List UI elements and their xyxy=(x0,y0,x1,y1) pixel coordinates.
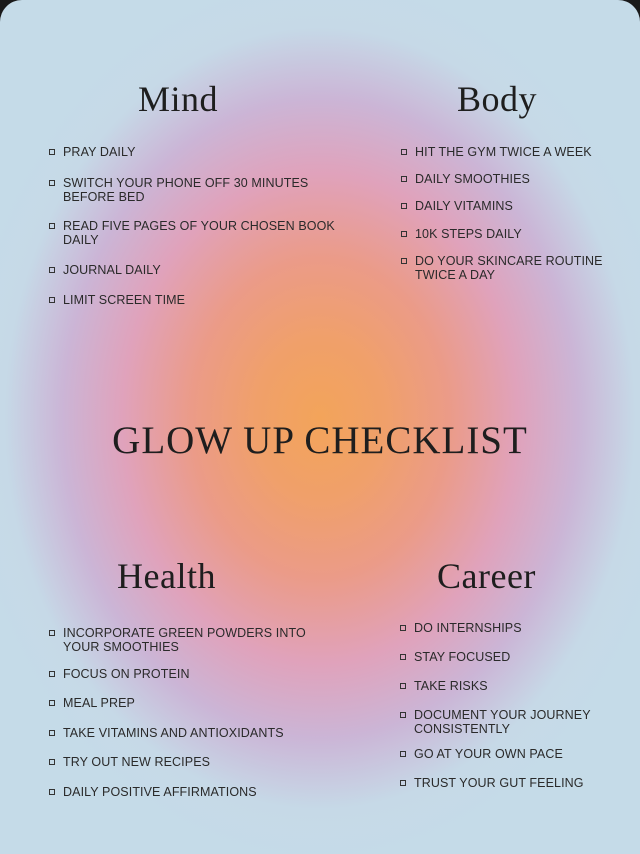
checkbox-icon[interactable] xyxy=(49,759,55,765)
checkbox-icon[interactable] xyxy=(400,625,406,631)
list-item[interactable]: LIMIT SCREEN TIME xyxy=(49,293,338,307)
list-item[interactable]: SWITCH YOUR PHONE OFF 30 MINUTES BEFORE BED xyxy=(49,176,338,204)
list-item[interactable]: INCORPORATE GREEN POWDERS INTO YOUR SMOOTHIES xyxy=(49,626,313,654)
list-item[interactable]: PRAY DAILY xyxy=(49,145,338,159)
checkbox-icon[interactable] xyxy=(400,751,406,757)
section-title-career: Career xyxy=(437,556,536,596)
section-title-mind: Mind xyxy=(138,79,219,119)
checkbox-icon[interactable] xyxy=(400,654,406,660)
list-item[interactable]: FOCUS ON PROTEIN xyxy=(49,667,313,681)
section-title-body: Body xyxy=(457,79,538,119)
checkbox-icon[interactable] xyxy=(401,258,407,264)
list-item[interactable]: DAILY POSITIVE AFFIRMATIONS xyxy=(49,785,313,799)
list-item[interactable]: TRY OUT NEW RECIPES xyxy=(49,755,313,769)
list-item[interactable]: DAILY SMOOTHIES xyxy=(401,172,640,186)
list-item[interactable]: MEAL PREP xyxy=(49,696,313,710)
checkbox-icon[interactable] xyxy=(401,149,407,155)
list-item[interactable]: STAY FOCUSED xyxy=(400,650,639,664)
checkbox-icon[interactable] xyxy=(49,700,55,706)
list-item[interactable]: TAKE VITAMINS AND ANTIOXIDANTS xyxy=(49,726,313,740)
checkbox-icon[interactable] xyxy=(400,712,406,718)
checkbox-icon[interactable] xyxy=(49,630,55,636)
list-item[interactable]: DO YOUR SKINCARE ROUTINE TWICE A DAY xyxy=(401,254,640,282)
list-item[interactable]: GO AT YOUR OWN PACE xyxy=(400,747,639,761)
checkbox-icon[interactable] xyxy=(49,671,55,677)
list-item[interactable]: TRUST YOUR GUT FEELING xyxy=(400,776,639,790)
checkbox-icon[interactable] xyxy=(401,203,407,209)
checkbox-icon[interactable] xyxy=(49,730,55,736)
list-item[interactable]: READ FIVE PAGES OF YOUR CHOSEN BOOK DAILY xyxy=(49,219,338,247)
checkbox-icon[interactable] xyxy=(49,297,55,303)
checkbox-icon[interactable] xyxy=(49,223,55,229)
checkbox-icon[interactable] xyxy=(401,176,407,182)
checkbox-icon[interactable] xyxy=(49,267,55,273)
list-item[interactable]: 10K STEPS DAILY xyxy=(401,227,640,241)
page-title: GLOW UP CHECKLIST xyxy=(112,419,528,462)
list-item[interactable]: JOURNAL DAILY xyxy=(49,263,338,277)
list-item[interactable]: HIT THE GYM TWICE A WEEK xyxy=(401,145,640,159)
section-title-health: Health xyxy=(117,556,216,596)
list-item[interactable]: TAKE RISKS xyxy=(400,679,639,693)
checkbox-icon[interactable] xyxy=(49,180,55,186)
checkbox-icon[interactable] xyxy=(49,789,55,795)
checkbox-icon[interactable] xyxy=(400,683,406,689)
checkbox-icon[interactable] xyxy=(49,149,55,155)
list-item[interactable]: DO INTERNSHIPS xyxy=(400,621,639,635)
list-item[interactable]: DOCUMENT YOUR JOURNEY CONSISTENTLY xyxy=(400,708,639,736)
list-item[interactable]: DAILY VITAMINS xyxy=(401,199,640,213)
checkbox-icon[interactable] xyxy=(401,231,407,237)
checkbox-icon[interactable] xyxy=(400,780,406,786)
